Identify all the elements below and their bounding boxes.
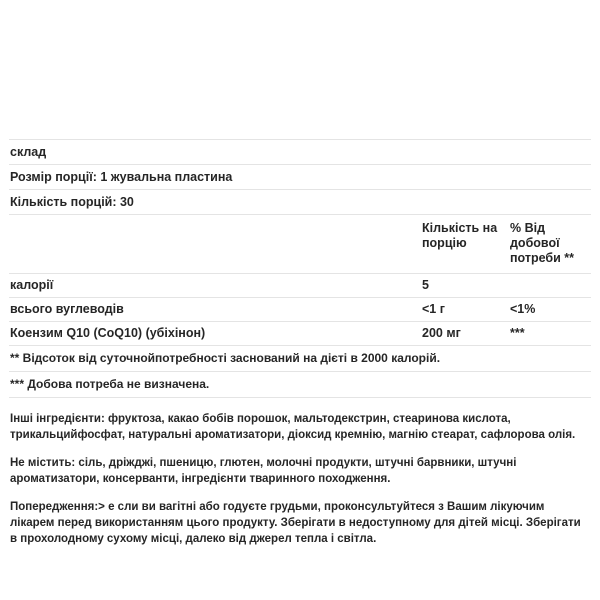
footnote-daily-value-text: ** Відсоток від суточнойпотребності заснований на дієті в 2000 калорій.	[10, 351, 441, 365]
footnote-dv-not-established-row	[9, 371, 591, 397]
header-amount-per-serving: Кількість на порцію	[422, 221, 498, 250]
servings-count-text: Кількість порцій: 30	[10, 195, 134, 209]
composition-title: склад	[10, 145, 47, 159]
nutrient-name: всього вуглеводів	[10, 302, 124, 316]
warnings-paragraph: Попередження:> е сли ви вагітні або годуєте грудьми, проконсультуйтеся з Вашим лікуючим лікарем перед використанням цього продукту. Зберігати в недоступному для дітей місці. Зберігати в прохолодному сухому місці, далеко від джерел тепла і світла.	[10, 501, 581, 545]
nutrient-row-calories	[9, 273, 591, 297]
supplement-facts-panel	[0, 139, 600, 547]
facts-header-row	[9, 214, 591, 273]
nutrient-row-total-carbs	[9, 297, 591, 321]
servings-count-row	[9, 189, 591, 214]
footnote-dv-not-established-text: *** Добова потреба не визначена.	[10, 377, 210, 391]
nutrient-amount: 5	[422, 278, 429, 292]
nutrient-amount: 200 мг	[422, 326, 461, 340]
nutrient-row-coq10	[9, 321, 591, 345]
nutrient-name: Коензим Q10 (CoQ10) (убіхінон)	[10, 326, 206, 340]
nutrient-dv: ***	[510, 326, 525, 340]
serving-size-row	[9, 164, 591, 189]
footnote-daily-value-row	[9, 345, 591, 371]
other-ingredients-paragraph: Інші інгредієнти: фруктоза, какао бобів порошок, мальтодекстрин, стеаринова кислота, трикальцийфосфат, натуральні ароматизатори, діоксид кремнію, магнію стеарат, сафлорова олія.	[10, 413, 576, 441]
nutrient-amount: <1 г	[422, 302, 445, 316]
nutrient-dv: <1%	[510, 302, 536, 316]
serving-size-text: Розмір порції: 1 жувальна пластина	[10, 170, 233, 184]
does-not-contain-paragraph: Не містить: сіль, дріжджі, пшеницю, глютен, молочні продукти, штучні барвники, штучні ароматизатори, консерванти, інгредієнти тваринного походження.	[10, 457, 517, 485]
header-daily-value: % Від добової потреби **	[510, 221, 575, 265]
composition-title-row	[9, 139, 591, 164]
supplement-facts-table	[9, 139, 591, 398]
nutrient-name: калорії	[10, 278, 54, 292]
